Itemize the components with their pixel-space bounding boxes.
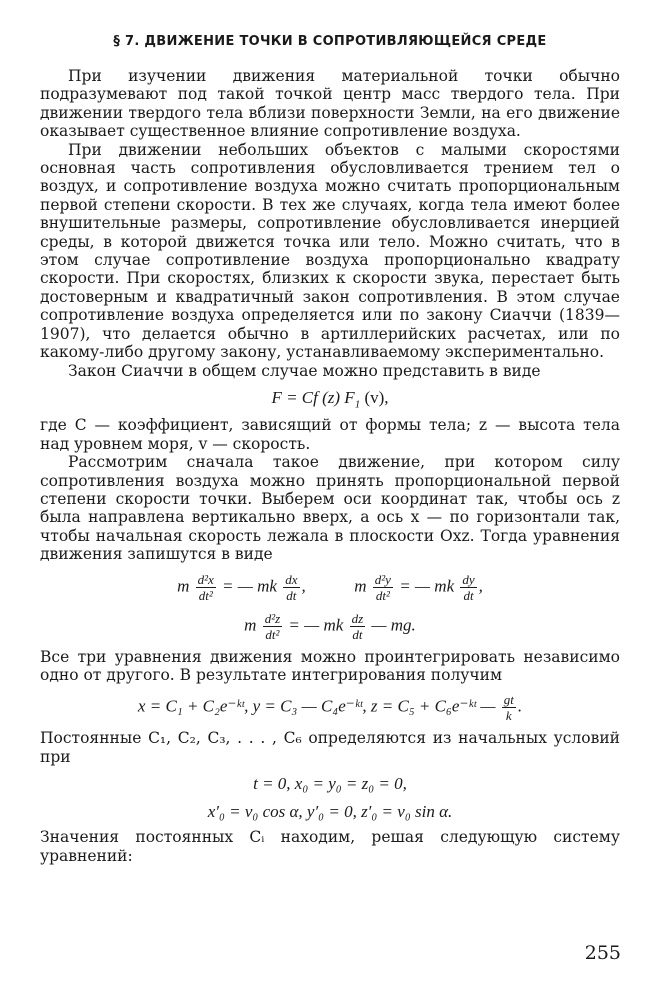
eq-x-frac-left [196, 572, 216, 603]
eq-z-num2: dz [351, 610, 364, 626]
paragraph-intro: При изучении движения материальной точки обычно подразумевают под такой точкой центр масс твердого тела. При движении твердого тела вблизи поверхности Земли, на его движение оказывает существенное влияние сопротивление воздуха. [40, 67, 620, 141]
solution-frac [502, 692, 516, 723]
eq-z-den: dt² [265, 626, 280, 642]
equation-z [40, 611, 620, 642]
eq-y-end: , [478, 575, 483, 595]
eq-z-num: d²z [264, 610, 281, 626]
solution-frac-den: k [505, 708, 512, 724]
paragraph-integration: Все три уравнения движения можно проинтегрировать независимо одно от другого. В результате интегрирования получим [40, 647, 620, 684]
eq-x-num2: dx [285, 571, 298, 587]
eq-z-frac-right [350, 611, 366, 642]
section-heading: § 7. ДВИЖЕНИЕ ТОЧКИ В СОПРОТИВЛЯЮЩЕЙСЯ СРЕДЕ [113, 34, 547, 49]
eq-y-frac-left [373, 572, 393, 603]
equation-siacci-lhs: F = Cf (z) F [271, 387, 355, 407]
eq-x-end: , [301, 575, 306, 595]
paragraph-where: где C — коэффициент, зависящий от формы тела; z — высота тела над уровнем моря, v — скорость. [40, 416, 620, 453]
equation-initial-2: x′₀ = v₀ cos α, y′₀ = 0, z′₀ = v₀ sin α. [207, 802, 453, 822]
solution-end: . [517, 696, 523, 716]
eq-x-den2: dt [286, 587, 297, 603]
paragraph-constants: Постоянные C₁, C₂, C₃, . . . , C₆ определяются из начальных условий при [40, 729, 620, 766]
eq-y-den: dt² [375, 587, 390, 603]
eq-y-num2: dy [462, 571, 475, 587]
paragraph-siacci: Закон Сиаччи в общем случае можно представить в виде [68, 361, 541, 380]
eq-x-den: dt² [198, 587, 213, 603]
eq-y-den2: dt [463, 587, 474, 603]
eq-z-den2: dt [352, 626, 363, 642]
solution-line: x = C₁ + C₂e⁻ᵏᵗ, y = C₃ — C₄e⁻ᵏᵗ, z = C₅ + C₆e⁻ᵏᵗ — [137, 696, 496, 716]
eq-y-mid: = — mk [399, 575, 455, 595]
paragraph-motion: Рассмотрим сначала такое движение, при котором силу сопротивления воздуха можно принять пропорциональной первой степени скорости точки. Выберем оси координат так, чтобы ось z была направлена вертикально вверх, а ось x — по горизонтали так, чтобы начальная скорость лежала в плоскости Oxz. Тогда уравнения движения запишутся в виде [40, 453, 620, 564]
equation-initial-1: t = 0, x₀ = y₀ = z₀ = 0, [253, 774, 407, 794]
paragraph-system: Значения постоянных Cᵢ находим, решая следующую систему уравнений: [40, 828, 620, 865]
eq-y-m: m [354, 575, 367, 595]
eq-z-frac-left [263, 611, 282, 642]
equation-solution [40, 692, 620, 723]
eq-z-end: — mg. [371, 614, 416, 634]
eq-x-frac-right [283, 572, 299, 603]
equation-siacci [40, 388, 620, 410]
equation-siacci-sub: 1 [354, 398, 361, 411]
solution-frac-num: gt [503, 692, 514, 708]
eq-z-mid: = — mk [288, 614, 344, 634]
equations-xy [40, 572, 620, 603]
page-number: 255 [584, 942, 621, 964]
equation-siacci-rhs: (v), [360, 387, 389, 407]
eq-z-m: m [244, 614, 257, 634]
eq-x-mid: = — mk [222, 575, 277, 595]
eq-x-m: m [177, 575, 190, 595]
paragraph-resistance: При движении небольших объектов с малыми скоростями основная часть сопротивления обусловливается трением тел о воздух, и сопротивление воздуха можно считать пропорциональным первой степени скорости. В тех же случаях, когда тела имеют более внушительные размеры, сопротивление обусловливается инерцией среды, в которой движется точка или тело. Можно считать, что в этом случае сопротивление воздуха пропорционально квадрату скорости. При скоростях, близких к скорости звука, перестает быть достоверным и квадратичный закон сопротивления. В этом случае сопротивление воздуха определяется или по закону Сиаччи (1839—1907), что делается обычно в артиллерийских расчетах, или по какому-либо другому закону, устанавливаемому экспериментально. [40, 140, 620, 362]
page-body [40, 34, 620, 865]
eq-y-frac-right [460, 572, 476, 603]
eq-y-num: d²y [374, 571, 391, 587]
eq-x-num: d²x [197, 571, 214, 587]
